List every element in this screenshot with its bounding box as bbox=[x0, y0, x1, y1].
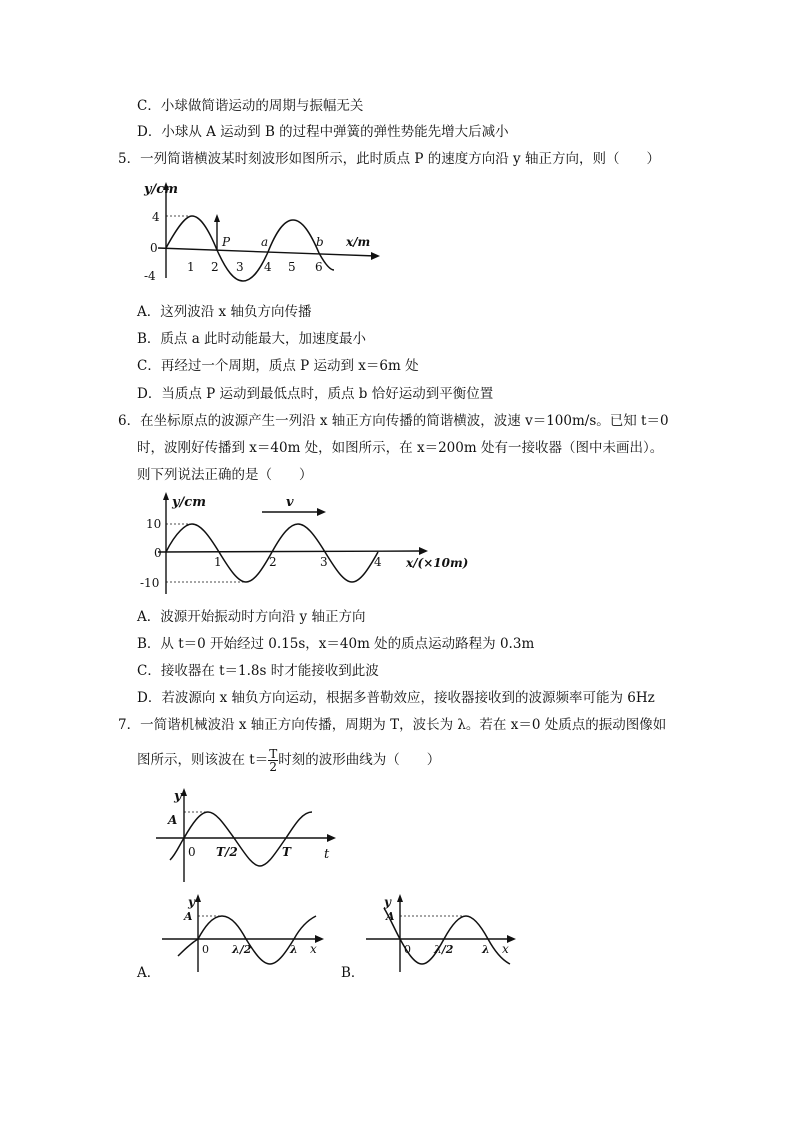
q6-xtick-2: 2 bbox=[269, 555, 277, 569]
q5-ytick-0: 0 bbox=[150, 241, 158, 255]
q6-option-a: A．波源开始振动时方向沿 y 轴正方向 bbox=[137, 609, 366, 625]
q7-b-lam: λ bbox=[482, 943, 490, 956]
q7-frac-num: T bbox=[269, 747, 278, 761]
q7-stem-line1: 7．一简谐机械波沿 x 轴正方向传播，周期为 T，波长为 λ。若在 x＝0 处质点的振动图像如 bbox=[118, 717, 667, 733]
q6-xtick-4: 4 bbox=[374, 555, 382, 569]
q7-a-xlabel: x bbox=[310, 942, 317, 956]
q5-xlabel: x/m bbox=[346, 235, 371, 249]
q5-ytick-neg4: -4 bbox=[144, 269, 156, 283]
q7-option-a-label: A． bbox=[137, 965, 161, 981]
q5-option-c: C．再经过一个周期，质点 P 运动到 x＝6m 处 bbox=[137, 358, 419, 374]
q7-a-lamhalf: λ/2 bbox=[232, 943, 252, 956]
q5-option-b: B．质点 a 此时动能最大，加速度最小 bbox=[137, 331, 367, 347]
q5-xtick-4: 4 bbox=[264, 260, 272, 274]
q6-stem-line1: 6．在坐标原点的波源产生一列沿 x 轴正方向传播的简谐横波，波速 v＝100m/s。已知 t＝0 bbox=[118, 413, 669, 429]
q7-stem-line2 bbox=[137, 748, 440, 773]
q5-stem: 5．一列简谐横波某时刻波形如图所示，此时质点 P 的速度方向沿 y 轴正方向，则（ ） bbox=[118, 151, 660, 167]
q5-ytick-4: 4 bbox=[152, 210, 160, 224]
q7-main-thalf: T/2 bbox=[216, 845, 238, 859]
q7-a-lam: λ bbox=[290, 943, 298, 956]
q5-ylabel: y/cm bbox=[144, 182, 178, 197]
q6-ytick-neg10: -10 bbox=[140, 576, 160, 590]
q6-ytick-10: 10 bbox=[146, 517, 162, 531]
q7-frac-den: 2 bbox=[269, 760, 278, 774]
q4-option-c: C．小球做简谐运动的周期与振幅无关 bbox=[137, 98, 364, 114]
q5-point-a: a bbox=[261, 235, 269, 249]
q6-ytick-0: 0 bbox=[154, 546, 162, 560]
q7-main-ylabel: y bbox=[174, 789, 182, 804]
q7-vibration-figure bbox=[156, 786, 346, 886]
q7-option-b-label: B． bbox=[341, 965, 365, 981]
q7-option-b-figure bbox=[364, 894, 524, 974]
q6-xlabel: x/(×10m) bbox=[406, 556, 469, 570]
q6-ylabel: y/cm bbox=[172, 495, 206, 510]
q7-option-a-figure bbox=[160, 894, 330, 974]
q6-option-d: D．若波源向 x 轴负方向运动，根据多普勒效应，接收器接收到的波源频率可能为 6Hz bbox=[137, 690, 655, 706]
q6-xtick-1: 1 bbox=[214, 555, 222, 569]
q7-b-ylabel: y bbox=[384, 895, 391, 909]
q5-xtick-6: 6 bbox=[315, 260, 323, 274]
q6-option-c: C．接收器在 t＝1.8s 时才能接收到此波 bbox=[137, 663, 379, 679]
q7-b-xlabel: x bbox=[502, 942, 509, 956]
q7-a-amp: A bbox=[184, 910, 193, 923]
q5-point-b: b bbox=[316, 235, 324, 249]
q4-option-d: D．小球从 A 运动到 B 的过程中弹簧的弹性势能先增大后减小 bbox=[137, 124, 509, 140]
q7-b-origin: 0 bbox=[404, 943, 411, 956]
q5-xtick-3: 3 bbox=[236, 260, 244, 274]
q6-wave-figure bbox=[136, 490, 486, 600]
q7-main-tfull: T bbox=[282, 845, 291, 859]
q5-xtick-5: 5 bbox=[288, 260, 296, 274]
q7-a-origin: 0 bbox=[202, 943, 209, 956]
q7-b-amp: A bbox=[386, 910, 395, 923]
q7-main-xlabel: t bbox=[324, 847, 330, 862]
q5-wave-figure bbox=[140, 178, 390, 288]
q5-option-a: A．这列波沿 x 轴负方向传播 bbox=[137, 304, 312, 320]
q7-main-amp: A bbox=[168, 813, 178, 827]
q5-point-p: P bbox=[222, 235, 231, 249]
q6-velocity-label: v bbox=[286, 495, 294, 510]
q5-xtick-2: 2 bbox=[211, 260, 219, 274]
q6-stem-line3: 则下列说法正确的是（ ） bbox=[137, 467, 313, 483]
q7-stem-post: 时刻的波形曲线为（ ） bbox=[278, 752, 441, 768]
q7-b-lamhalf: λ/2 bbox=[434, 943, 454, 956]
q5-option-d: D．当质点 P 运动到最低点时，质点 b 恰好运动到平衡位置 bbox=[137, 386, 494, 402]
q6-option-b: B．从 t＝0 开始经过 0.15s，x＝40m 处的质点运动路程为 0.3m bbox=[137, 636, 535, 652]
q7-main-origin: 0 bbox=[188, 845, 196, 859]
q7-a-ylabel: y bbox=[188, 895, 195, 909]
q5-xtick-1: 1 bbox=[187, 260, 195, 274]
q6-xtick-3: 3 bbox=[320, 555, 328, 569]
q7-stem-pre: 图所示，则该波在 t＝ bbox=[137, 752, 269, 768]
q6-stem-line2: 时，波刚好传播到 x＝40m 处，如图所示，在 x＝200m 处有一接收器（图中未画出）。 bbox=[137, 440, 664, 456]
q7-fraction bbox=[268, 748, 278, 773]
